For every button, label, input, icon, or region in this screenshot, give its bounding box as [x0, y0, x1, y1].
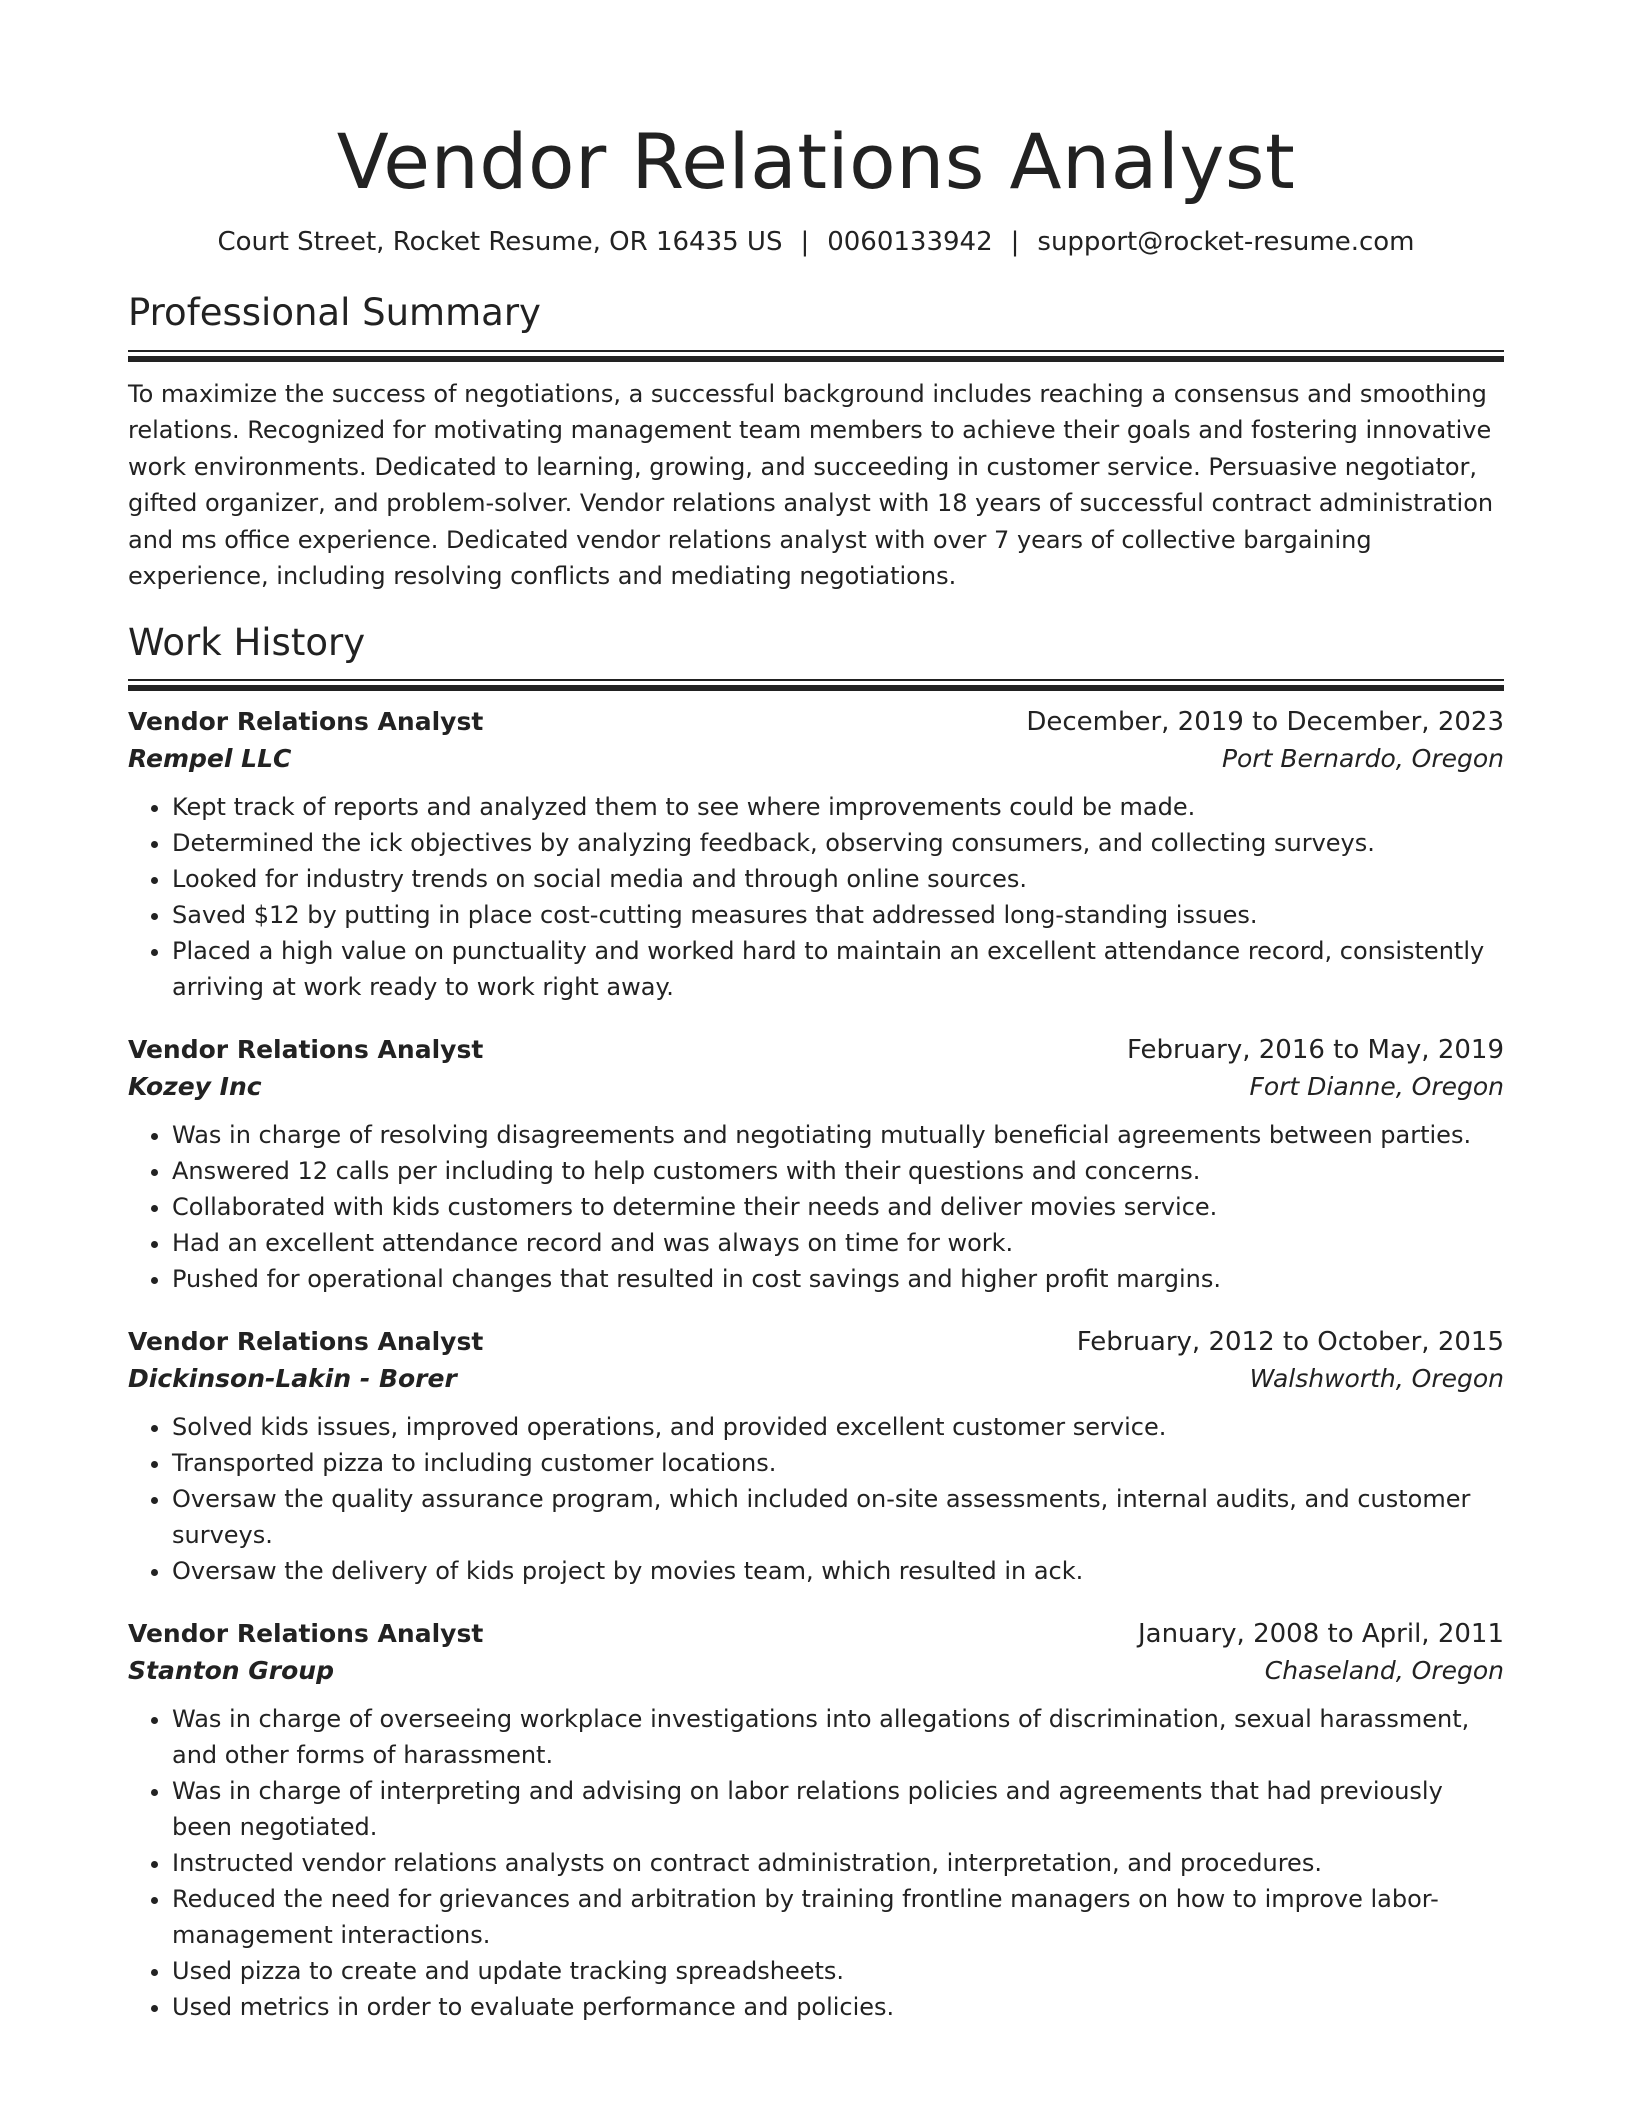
- job-bullets: [128, 1117, 1504, 1297]
- job-bullet: • Had an excellent attendance record and was always on time for work.: [172, 1225, 1504, 1261]
- job-bullet: • Pushed for operational changes that resulted in cost savings and higher profit margins.: [172, 1261, 1504, 1297]
- job-bullet: • Answered 12 calls per including to help customers with their questions and concerns.: [172, 1153, 1504, 1189]
- job-dates: January, 2008 to April, 2011: [1137, 1619, 1504, 1650]
- summary-section: [128, 291, 1504, 594]
- job-location: Chaseland, Oregon: [1264, 1656, 1504, 1686]
- job-bullet: • Kept track of reports and analyzed them to see where improvements could be made.: [172, 789, 1504, 825]
- job-bullet: • Oversaw the quality assurance program, which included on-site assessments, internal audits, and customer surveys.: [172, 1481, 1504, 1553]
- job-subheader: [128, 1072, 1504, 1101]
- job-company: Dickinson-Lakin - Borer: [128, 1364, 457, 1394]
- job-entry: [128, 707, 1504, 1005]
- job-location: Walshworth, Oregon: [1249, 1364, 1504, 1394]
- job-location: Fort Dianne, Oregon: [1249, 1072, 1504, 1102]
- job-dates: February, 2016 to May, 2019: [1127, 1035, 1504, 1066]
- job-bullet: • Collaborated with kids customers to determine their needs and deliver movies service.: [172, 1189, 1504, 1225]
- job-company: Kozey Inc: [128, 1072, 262, 1102]
- summary-heading: Professional Summary: [128, 291, 541, 335]
- job-company: Stanton Group: [128, 1656, 334, 1686]
- job-company: Rempel LLC: [128, 744, 292, 774]
- job-header: [128, 1619, 1504, 1649]
- job-bullet: • Oversaw the delivery of kids project by movies team, which resulted in ack.: [172, 1553, 1504, 1589]
- job-bullets: [128, 1409, 1504, 1589]
- contact-address: Court Street, Rocket Resume, OR 16435 US: [217, 227, 783, 258]
- job-bullet: • Looked for industry trends on social media and through online sources.: [172, 861, 1504, 897]
- contact-email: support@rocket-resume.com: [1037, 227, 1415, 258]
- job-list: [128, 707, 1504, 2025]
- job-bullet: • Used pizza to create and update tracking spreadsheets.: [172, 1953, 1504, 1989]
- contact-line: [128, 227, 1504, 257]
- job-bullet: • Was in charge of overseeing workplace investigations into allegations of discrimination, sexual harassment, and other forms of harassment.: [172, 1701, 1504, 1773]
- job-subheader: [128, 744, 1504, 773]
- job-bullet: • Instructed vendor relations analysts on contract administration, interpretation, and procedures.: [172, 1845, 1504, 1881]
- job-entry: [128, 1619, 1504, 2025]
- job-entry: [128, 1035, 1504, 1297]
- resume-name: Vendor Relations Analyst: [336, 117, 1296, 206]
- job-bullets: [128, 789, 1504, 1005]
- job-subheader: [128, 1364, 1504, 1393]
- job-location: Port Bernardo, Oregon: [1221, 744, 1504, 774]
- job-bullet: • Saved $12 by putting in place cost-cutting measures that addressed long-standing issues.: [172, 897, 1504, 933]
- job-header: [128, 1035, 1504, 1065]
- contact-separator: |: [1010, 227, 1020, 258]
- job-title: Vendor Relations Analyst: [128, 1619, 484, 1649]
- job-entry: [128, 1327, 1504, 1589]
- job-dates: December, 2019 to December, 2023: [1026, 707, 1504, 738]
- job-bullet: • Was in charge of resolving disagreements and negotiating mutually beneficial agreements between parties.: [172, 1117, 1504, 1153]
- job-bullet: • Determined the ick objectives by analyzing feedback, observing consumers, and collecting surveys.: [172, 825, 1504, 861]
- job-header: [128, 707, 1504, 737]
- section-divider: [128, 679, 1504, 691]
- job-header: [128, 1327, 1504, 1357]
- job-title: Vendor Relations Analyst: [128, 707, 484, 737]
- job-bullet: • Transported pizza to including customer locations.: [172, 1445, 1504, 1481]
- contact-separator: |: [800, 227, 810, 258]
- job-title: Vendor Relations Analyst: [128, 1327, 484, 1357]
- job-bullet: • Placed a high value on punctuality and worked hard to maintain an excellent attendance record, consistently arriving at work ready to work right away.: [172, 933, 1504, 1005]
- job-title: Vendor Relations Analyst: [128, 1035, 484, 1065]
- job-bullet: • Was in charge of interpreting and advising on labor relations policies and agreements that had previously been negotiated.: [172, 1773, 1504, 1845]
- job-bullet: • Used metrics in order to evaluate performance and policies.: [172, 1989, 1504, 2025]
- section-divider: [128, 350, 1504, 362]
- job-dates: February, 2012 to October, 2015: [1076, 1327, 1504, 1358]
- work-history-heading: Work History: [128, 620, 366, 664]
- job-subheader: [128, 1656, 1504, 1685]
- work-history-section: [128, 621, 1504, 2025]
- summary-text: To maximize the success of negotiations, a successful background includes reaching a consensus and smoothing relations. Recognized for motivating management team members to achieve their goals and fostering innovative work environments. Dedicated to learning, growing, and succeeding in customer service. Persuasive negotiator, gifted organizer, and problem-solver. Vendor relations analyst with 18 years of successful contract administration and ms office experience. Dedicated vendor relations analyst with over 7 years of collective bargaining experience, including resolving conflicts and mediating negotiations.: [128, 379, 1494, 591]
- contact-phone: 0060133942: [827, 227, 993, 258]
- job-bullet: • Solved kids issues, improved operations, and provided excellent customer service.: [172, 1409, 1504, 1445]
- job-bullet: • Reduced the need for grievances and arbitration by training frontline managers on how to improve labor-management interactions.: [172, 1881, 1504, 1953]
- job-bullets: [128, 1701, 1504, 2025]
